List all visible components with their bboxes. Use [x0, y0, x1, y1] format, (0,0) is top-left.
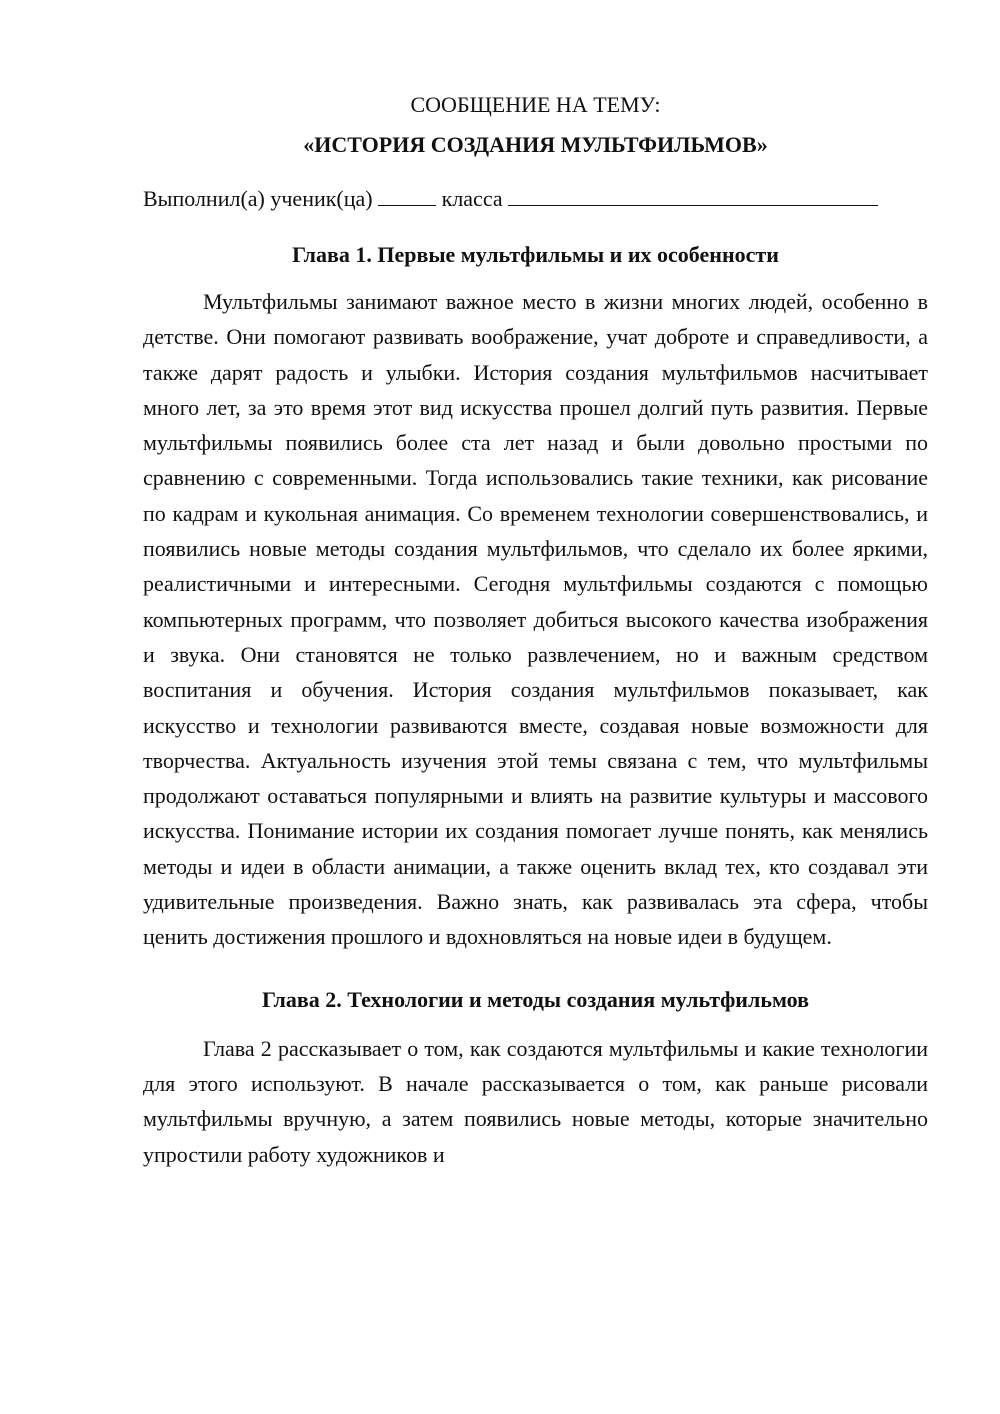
chapter-1-heading: Глава 1. Первые мультфильмы и их особенности — [292, 242, 779, 267]
document-title: СООБЩЕНИЕ НА ТЕМУ: — [410, 92, 661, 117]
document-page — [143, 90, 928, 1172]
author-line — [143, 184, 928, 214]
class-label: класса — [441, 186, 503, 211]
author-prefix: Выполнил(а) ученик(ца) — [143, 186, 373, 211]
chapter-2-heading: Глава 2. Технологии и методы создания мультфильмов — [262, 986, 809, 1012]
class-number-blank — [378, 185, 436, 206]
chapter-1-paragraph: Мультфильмы занимают важное место в жизни многих людей, особенно в детстве. Они помогают развивать воображение, учат доброте и справедливости, а также дарят радость и улыбки. История создания мультфильмов насчитывает много лет, за это время этот вид искусства прошел долгий путь развития. Первые мультфильмы появились более ста лет назад и были довольно простыми по сравнению с современными. Тогда использовались такие техники, как рисование по кадрам и кукольная анимация. Со временем технологии совершенствовались, и появились новые методы создания мультфильмов, что сделало их более яркими, реалистичными и интересными. Сегодня мультфильмы создаются с помощью компьютерных программ, что позволяет добиться высокого качества изображения и звука. Они становятся не только развлечением, но и важным средством воспитания и обучения. История создания мультфильмов показывает, как искусство и технологии развиваются вместе, создавая новые возможности для творчества. Актуальность изучения этой темы связана с тем, что мультфильмы продолжают оставаться популярными и влиять на развитие культуры и массового искусства. Понимание истории их создания помогает лучше понять, как менялись методы и идеи в области анимации, а также оценить вклад тех, кто создавал эти удивительные произведения. Важно знать, как развивалась эта сфера, чтобы ценить достижения прошлого и вдохновляться на новые идеи в будущем. — [143, 289, 928, 950]
document-subtitle: «ИСТОРИЯ СОЗДАНИЯ МУЛЬТФИЛЬМОВ» — [303, 132, 768, 157]
author-name-blank — [508, 185, 878, 206]
chapter-2-paragraph: Глава 2 рассказывает о том, как создаются мультфильмы и какие технологии для этого используют. В начале рассказывается о том, как раньше рисовали мультфильмы вручную, а затем появились новые методы, которые значительно упростили работу художников и — [143, 1035, 928, 1167]
